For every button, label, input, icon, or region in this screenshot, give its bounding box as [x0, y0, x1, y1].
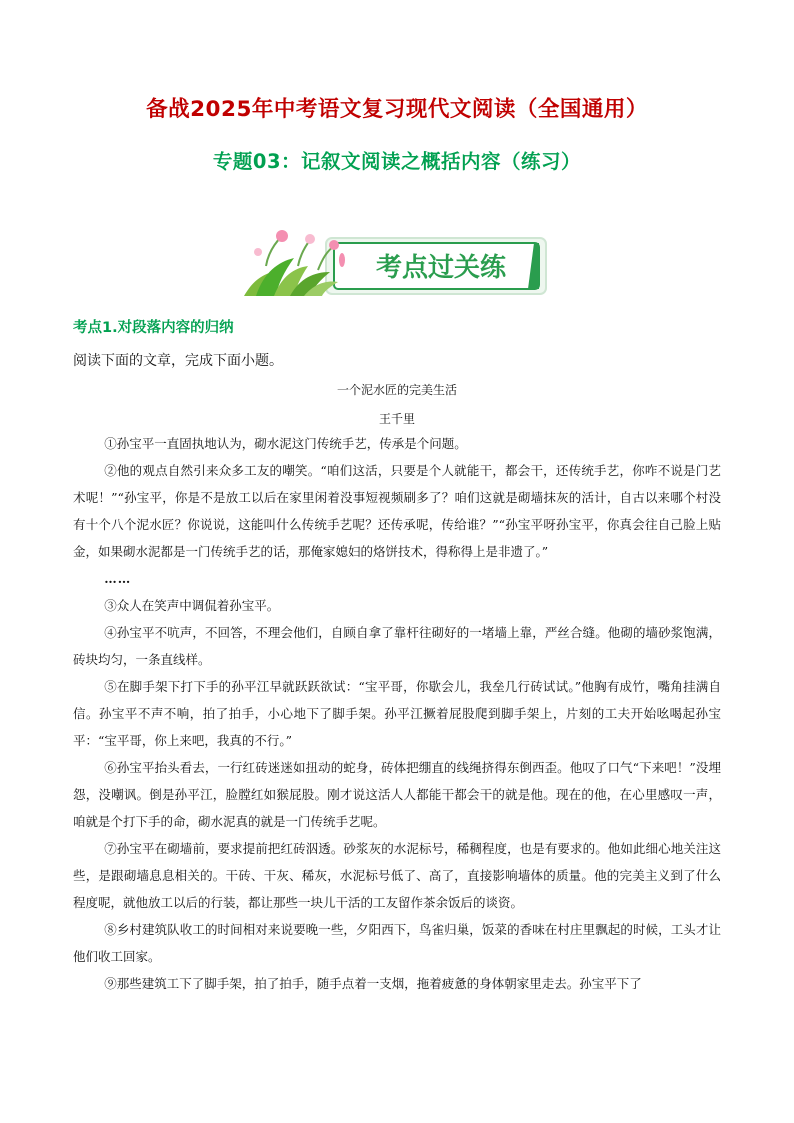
paragraph-4: ④孙宝平不吭声，不回答，不理会他们，自顾自拿了靠杆往砌好的一堵墙上靠，严丝合缝。他砌的墙砂浆饱满，砖块均匀，一条直线样。 — [73, 625, 721, 667]
section-heading: 考点1.对段落内容的归纳 — [73, 320, 234, 336]
essay-author: 王千里 — [378, 412, 415, 426]
section-banner — [238, 226, 550, 300]
paragraph-6: ⑥孙宝平抬头看去，一行红砖迷迷如扭动的蛇身，砖体把绷直的线绳挤得东倒西歪。他叹了口气“下来吧！”没埋怨，没嘲讽。倒是孙平江，脸膛红如猴屁股。刚才说这活人人都能干都会干的就是他。现在的他，在心里感叹一声，咱就是个打下手的命，砌水泥真的就是一门传统手艺呢。 — [73, 760, 721, 829]
paragraph-9: ⑨那些建筑工下了脚手架，拍了拍手，随手点着一支烟，拖着疲惫的身体朝家里走去。孙宝平下了 — [104, 976, 642, 991]
paragraph-8: ⑧乡村建筑队收工的时间相对来说要晚一些，夕阳西下，鸟雀归巢，饭菜的香味在村庄里飘起的时候，工头才让他们收工回家。 — [73, 922, 721, 964]
reading-instruction: 阅读下面的文章，完成下面小题。 — [73, 353, 283, 369]
paragraph-5: ⑤在脚手架下打下手的孙平江早就跃跃欲试：“宝平哥，你歇会儿，我垒几行砖试试。”他胸有成竹，嘴角挂满自信。孙宝平不声不响，拍了拍手，小心地下了脚手架。孙平江撅着屁股爬到脚手架上，片刻的工夫开始吆喝起孙宝平：“宝平哥，你上来吧，我真的不行。” — [73, 679, 721, 748]
banner-label: 考点过关练 — [375, 253, 507, 283]
paragraph-7: ⑦孙宝平在砌墙前，要求提前把红砖泅透。砂浆灰的水泥标号，稀稠程度，也是有要求的。他如此细心地关注这些，是跟砌墙息息相关的。干砖、干灰、稀灰，水泥标号低了、高了，直接影响墙体的质量。他的完美主义到了什么程度呢，就他放工以后的行装，都让那些一块儿干活的工友留作茶余饭后的谈资。 — [73, 841, 721, 910]
paragraph-2: ②他的观点自然引来众多工友的嘲笑。“咱们这活，只要是个人就能干，都会干，还传统手艺，你咋不说是门艺术呢！”“孙宝平，你是不是放工以后在家里闲着没事短视频刷多了？咱们这就是砌墙抹灰的活计，自古以来哪个村没有十个八个泥水匠？你说说，这能叫什么传统手艺呢？还传承呢，传给谁？”“孙宝平呀孙宝平，你真会往自己脸上贴金，如果砌水泥都是一门传统手艺的话，那俺家媳妇的烙饼技术，得称得上是非遗了。” — [73, 463, 721, 559]
document-title: 备战2025年中考语文复习现代文阅读（全国通用） — [146, 97, 648, 122]
essay-body — [73, 430, 721, 997]
ellipsis: …… — [104, 571, 132, 586]
document-subtitle: 专题03：记叙文阅读之概括内容（练习） — [212, 150, 582, 173]
essay-title: 一个泥水匠的完美生活 — [336, 383, 457, 397]
paragraph-3: ③众人在笑声中调侃着孙宝平。 — [104, 598, 280, 613]
paragraph-1: ①孙宝平一直固执地认为，砌水泥这门传统手艺，传承是个问题。 — [104, 436, 467, 451]
banner-graphic — [238, 226, 550, 300]
